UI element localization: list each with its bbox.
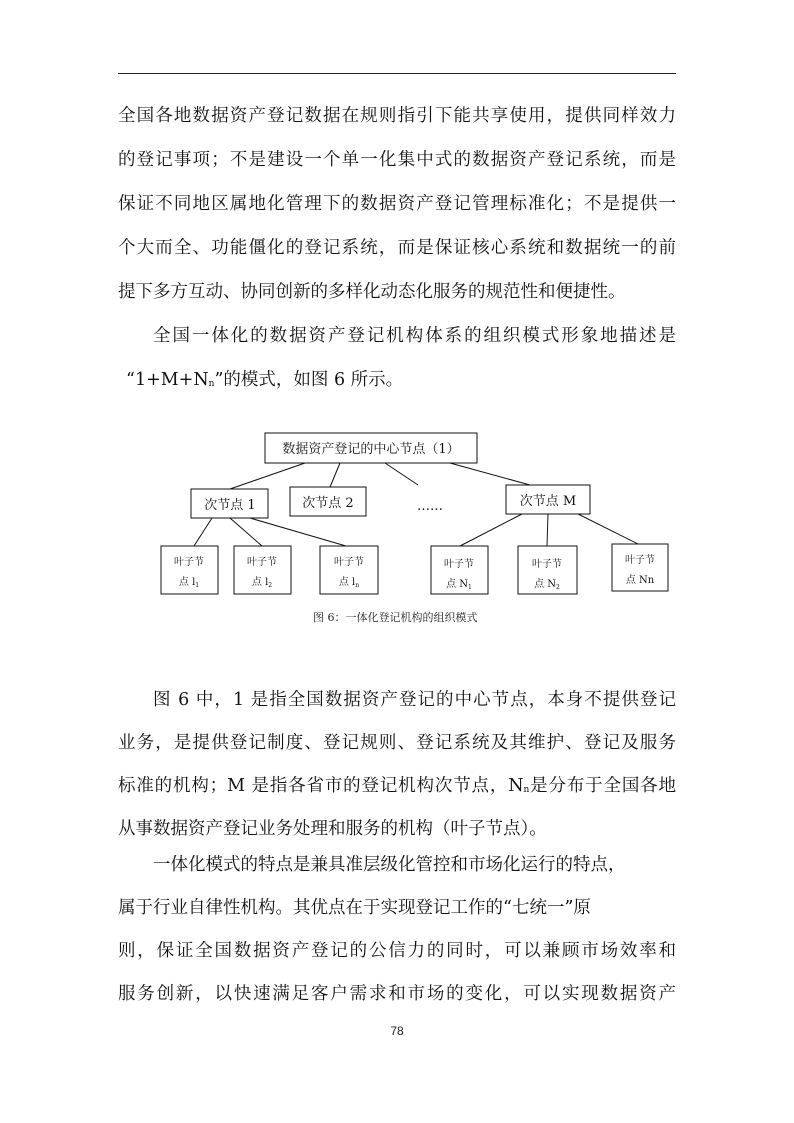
text-line: 服务创新，以快速满足客户需求和市场的变化，可以实现数据资产 bbox=[118, 984, 676, 1004]
subscript: n bbox=[523, 785, 530, 795]
text-run: “1+M+N bbox=[126, 370, 209, 390]
leaf-node-5-label: 点 $N_2$ bbox=[534, 579, 560, 591]
text-run: ”的模式，如图 6 所示。 bbox=[214, 370, 404, 390]
subscript: n bbox=[208, 379, 215, 389]
connector-line bbox=[194, 518, 212, 546]
text-line: 保证不同地区属地化管理下的数据资产登记管理标准化；不是提供一 bbox=[118, 194, 676, 214]
connector-line bbox=[578, 514, 638, 544]
text-run: 是分布于全国各地 bbox=[529, 776, 676, 796]
page-number: 78 bbox=[390, 1024, 404, 1038]
sub-node-m-label: 次节点 M bbox=[519, 494, 577, 509]
text-line bbox=[126, 368, 403, 392]
text-line: 提下多方互动、协同创新的多样化动态化服务的规范性和便捷性。 bbox=[118, 282, 626, 302]
text-line: 个大而全、功能僵化的登记系统，而是保证核心系统和数据统一的前 bbox=[118, 238, 676, 258]
text-line: 则，保证全国数据资产登记的公信力的同时，可以兼顾市场效率和 bbox=[118, 941, 676, 961]
text-run: 标准的机构；M 是指各省市的登记机构次节点，N bbox=[118, 776, 524, 796]
leaf-node-6-title: 叶子节 bbox=[625, 555, 655, 566]
org-chart-diagram bbox=[150, 425, 680, 600]
connector-line bbox=[450, 463, 530, 485]
leaf-node-1-title: 叶子节 bbox=[174, 557, 204, 568]
connector-line bbox=[385, 463, 418, 485]
figure-caption: 图 6：一体化登记机构的组织模式 bbox=[313, 611, 478, 624]
leaf-node-5-title: 叶子节 bbox=[532, 559, 562, 570]
text-line: 全国各地数据资产登记数据在规则指引下能共享使用，提供同样效力 bbox=[118, 106, 676, 126]
leaf-node-6-label: 点 Nn bbox=[625, 575, 655, 586]
text-line: 属于行业自律性机构。其优点在于实现登记工作的“七统一”原 bbox=[118, 898, 591, 918]
leaf-node-2-label: 点 $l_2$ bbox=[251, 577, 273, 589]
leaf-node-2-title: 叶子节 bbox=[247, 557, 277, 568]
ellipsis-label: …… bbox=[417, 499, 443, 514]
connector-line bbox=[330, 463, 340, 487]
connector-line bbox=[460, 514, 522, 546]
text-line: 业务，是提供登记制度、登记规则、登记系统及其维护、登记及服务 bbox=[118, 733, 676, 753]
leaf-node-1-label: 点 $l_1$ bbox=[178, 577, 200, 589]
text-line: 全国一体化的数据资产登记机构体系的组织模式形象地描述是 bbox=[153, 326, 676, 346]
connector-line bbox=[250, 518, 346, 546]
center-node-label: 数据资产登记的中心节点（1） bbox=[282, 442, 460, 457]
leaf-node-3-title: 叶子节 bbox=[334, 557, 364, 568]
connector-line bbox=[547, 514, 548, 546]
sub-node-1-label: 次节点 1 bbox=[204, 498, 256, 513]
sub-node-2-label: 次节点 2 bbox=[302, 496, 354, 511]
connector-line bbox=[230, 463, 305, 489]
leaf-node-4-label: 点 $N_1$ bbox=[446, 579, 472, 591]
text-line: 图 6 中，1 是指全国数据资产登记的中心节点，本身不提供登记 bbox=[153, 690, 676, 710]
text-line: 从事数据资产登记业务处理和服务的机构（叶子节点）。 bbox=[118, 819, 547, 839]
header-rule bbox=[118, 73, 676, 74]
connector-line bbox=[230, 518, 262, 546]
text-line: 的登记事项；不是建设一个单一化集中式的数据资产登记系统，而是 bbox=[118, 150, 676, 170]
text-line: 一体化模式的特点是兼具准层级化管控和市场化运行的特点， bbox=[153, 855, 626, 875]
text-line bbox=[118, 774, 676, 798]
leaf-node-3-label: 点 $l_n$ bbox=[338, 577, 360, 589]
leaf-node-4-title: 叶子节 bbox=[444, 559, 474, 570]
